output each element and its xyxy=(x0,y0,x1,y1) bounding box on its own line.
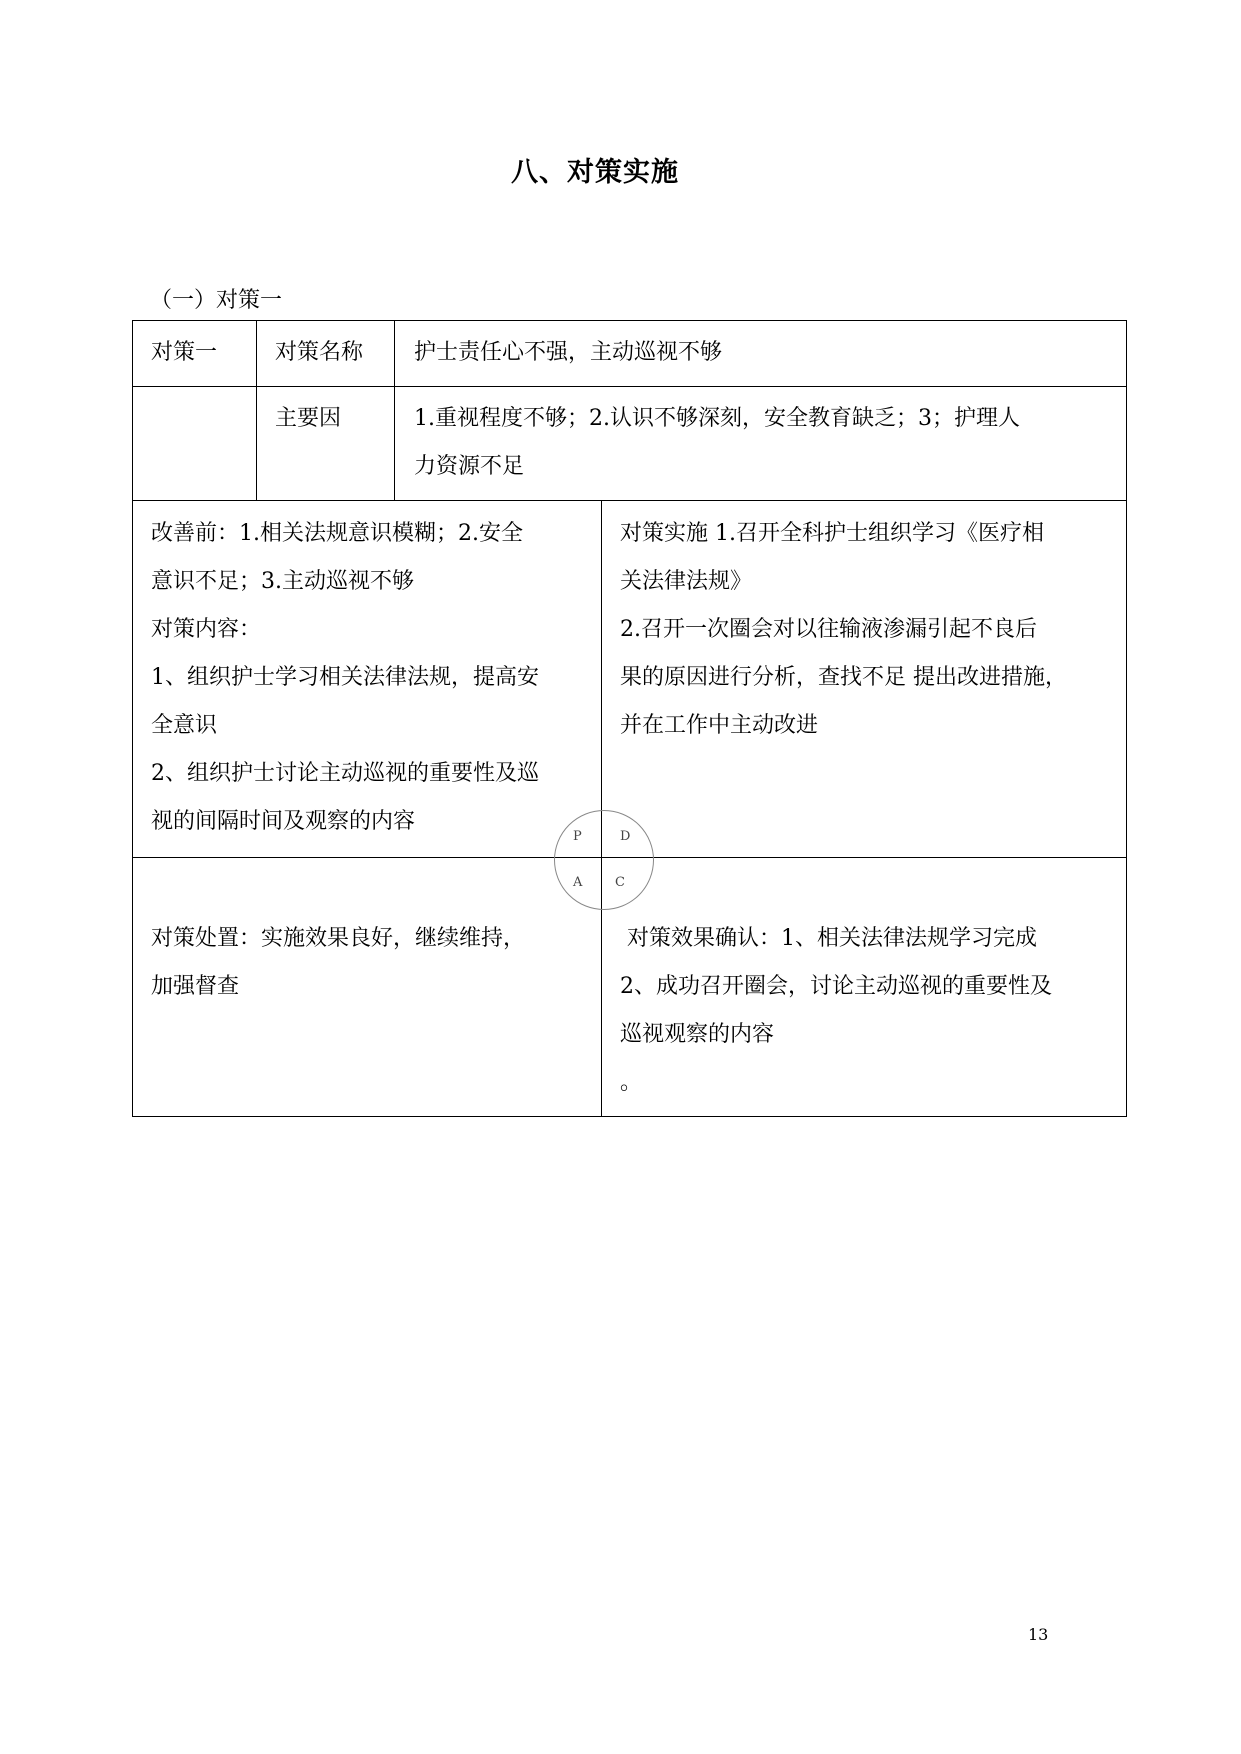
header-countermeasure-name-label: 对策名称 xyxy=(275,340,364,365)
main-cause-line-1: 1.重视程度不够；2.认识不够深刻，安全教育缺乏；3；护理人 xyxy=(414,406,1020,431)
pdca-col-divider xyxy=(601,500,602,1117)
plan-line: 意识不足；3.主动巡视不够 xyxy=(151,569,414,594)
plan-line: 2、组织护士讨论主动巡视的重要性及巡 xyxy=(151,761,539,786)
page-number: 13 xyxy=(1028,1625,1049,1644)
col-divider-1 xyxy=(256,320,257,500)
row-divider-1 xyxy=(132,386,1127,387)
main-cause-label: 主要因 xyxy=(275,406,342,431)
pdca-c: C xyxy=(615,875,625,890)
do-line: 并在工作中主动改进 xyxy=(620,713,819,738)
header-countermeasure-one: 对策一 xyxy=(151,340,218,365)
row-divider-2 xyxy=(132,500,1127,501)
pdca-p: P xyxy=(573,829,582,844)
act-line: 对策处置：实施效果良好，继续维持， xyxy=(151,926,526,951)
do-line: 果的原因进行分析，查找不足 提出改进措施， xyxy=(620,665,1067,690)
do-line: 关法律法规》 xyxy=(620,569,753,594)
check-line: 2、成功召开圈会，讨论主动巡视的重要性及 xyxy=(620,974,1052,999)
pdca-d: D xyxy=(620,829,631,844)
do-line: 对策实施 1.召开全科护士组织学习《医疗相 xyxy=(620,521,1044,546)
check-line: 。 xyxy=(620,1070,643,1095)
plan-line: 全意识 xyxy=(151,713,218,738)
pdca-a: A xyxy=(573,875,583,890)
section-heading: （一）对策一 xyxy=(150,288,283,313)
do-line: 2.召开一次圈会对以往输液渗漏引起不良后 xyxy=(620,617,1037,642)
plan-line: 视的间隔时间及观察的内容 xyxy=(151,809,416,834)
check-line: 巡视观察的内容 xyxy=(620,1022,775,1047)
act-line: 加强督查 xyxy=(151,974,240,999)
plan-line: 改善前：1.相关法规意识模糊；2.安全 xyxy=(151,521,523,546)
pdca-circle xyxy=(554,810,654,910)
page-title: 八、对策实施 xyxy=(511,157,679,188)
col-divider-2 xyxy=(394,320,395,500)
header-countermeasure-name-value: 护士责任心不强，主动巡视不够 xyxy=(414,340,723,365)
main-cause-line-2: 力资源不足 xyxy=(414,454,525,479)
plan-line: 1、组织护士学习相关法律法规，提高安 xyxy=(151,665,539,690)
plan-line: 对策内容： xyxy=(151,617,262,642)
check-line: 对策效果确认：1、相关法律法规学习完成 xyxy=(620,926,1037,951)
